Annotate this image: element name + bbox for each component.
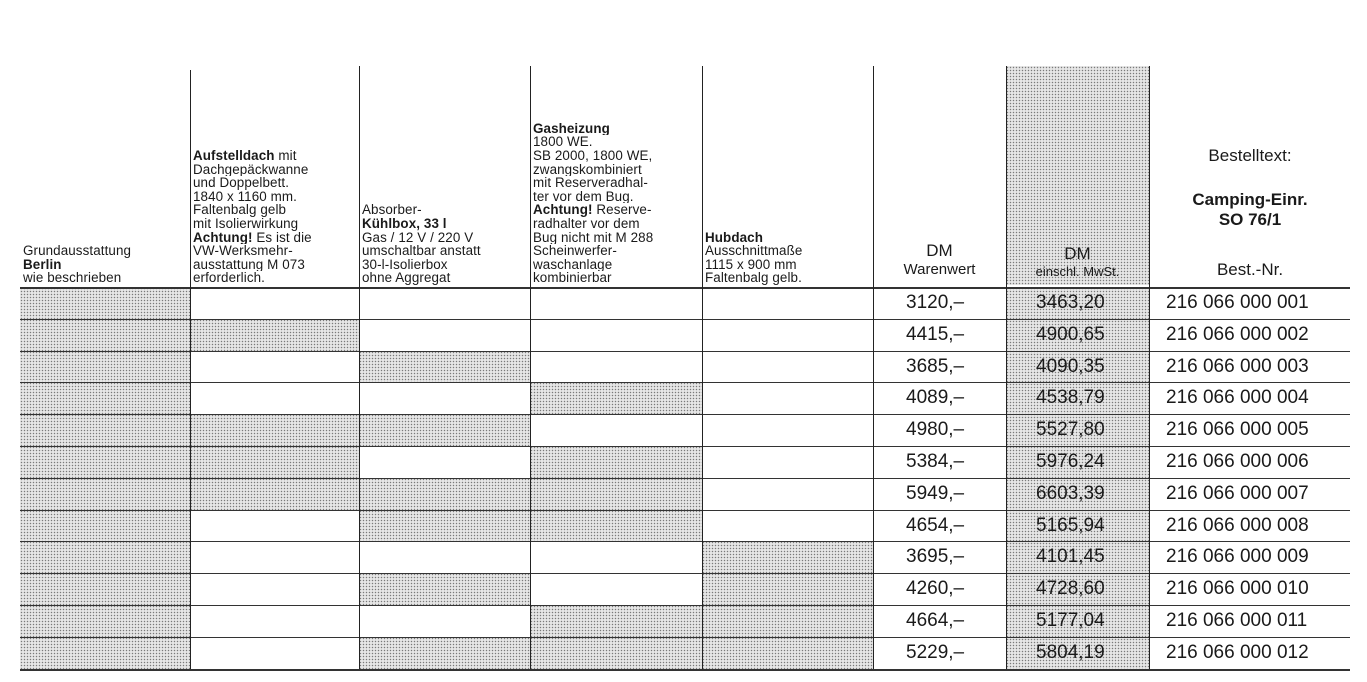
mwst-label: einschl. MwSt. — [1035, 264, 1120, 279]
option-cell-included — [359, 573, 530, 605]
header-text: VW-Werksmehr- — [193, 244, 293, 258]
header-text: erforderlich. — [193, 271, 265, 285]
option-cell-included — [702, 573, 873, 605]
option-cell-included — [530, 446, 702, 478]
mwst-value: 4101,45 — [1036, 546, 1105, 568]
header-line — [23, 258, 187, 272]
row-divider — [20, 446, 1350, 447]
mwst-value: 4090,35 — [1036, 355, 1105, 377]
option-cell-empty — [702, 287, 873, 319]
warenwert-value: 5949,– — [906, 482, 965, 504]
row-divider — [20, 351, 1350, 352]
warenwert-value: 3120,– — [906, 292, 965, 313]
header-line — [193, 176, 356, 190]
header-line — [23, 271, 187, 285]
header-line — [533, 203, 699, 217]
row-divider — [20, 414, 1350, 415]
warenwert-label: Warenwert — [903, 261, 976, 278]
mwst-value: 5165,94 — [1036, 514, 1105, 536]
mwst-value: 5976,24 — [1036, 451, 1105, 472]
option-cell-included — [530, 478, 702, 510]
option-cell-included — [20, 446, 190, 478]
option-cell-empty — [190, 541, 359, 573]
header-text: 1800 WE. — [533, 135, 593, 150]
header-line — [193, 271, 356, 285]
header-line — [533, 135, 699, 149]
row-divider — [20, 287, 1350, 289]
option-cell-included — [530, 510, 702, 542]
header-line — [533, 176, 699, 190]
mwst-value: 5527,80 — [1036, 419, 1105, 441]
mwst-currency: DM — [1064, 244, 1091, 263]
header-line — [705, 258, 870, 272]
option-cell-included — [20, 351, 190, 383]
header-text: Dachgepäckwanne — [193, 162, 309, 177]
header-mwst — [1006, 66, 1149, 285]
warenwert-value: 4980,– — [906, 419, 965, 441]
header-line — [193, 258, 356, 272]
header-text: Bug nicht mit M 288 — [533, 230, 654, 245]
bestnr-value: 216 066 000 008 — [1166, 514, 1309, 536]
column-divider — [190, 70, 191, 669]
header-text: Faltenbalg gelb — [193, 203, 287, 218]
warenwert-currency: DM — [926, 241, 953, 260]
option-cell-included — [20, 287, 190, 319]
option-cell-included — [20, 478, 190, 510]
header-line — [533, 122, 699, 136]
header-kuehlbox — [359, 66, 530, 285]
warenwert-value: 4415,– — [906, 323, 965, 345]
row-divider — [20, 637, 1350, 638]
bestnr-value: 216 066 000 007 — [1166, 482, 1309, 504]
header-text: und Doppelbett. — [193, 176, 290, 190]
header-line — [705, 231, 870, 245]
option-cell-included — [20, 414, 190, 446]
bestnr-value: 216 066 000 009 — [1166, 546, 1309, 568]
bestnr-value: 216 066 000 003 — [1166, 355, 1309, 377]
column-divider — [530, 66, 531, 669]
mwst-value: 5177,04 — [1036, 610, 1105, 631]
option-cell-included — [530, 605, 702, 637]
mwst-value: 4538,79 — [1036, 387, 1105, 409]
header-line — [533, 217, 699, 231]
column-divider — [359, 66, 360, 669]
option-cell-included — [702, 541, 873, 573]
option-cell-empty — [359, 605, 530, 637]
header-line — [533, 190, 699, 204]
option-cell-included — [20, 319, 190, 351]
header-text: kombinierbar — [533, 271, 612, 285]
bestelltext-label: Bestelltext: — [1208, 146, 1292, 165]
header-text: umschaltbar anstatt — [362, 244, 481, 258]
option-cell-empty — [530, 414, 702, 446]
row-divider — [20, 669, 1350, 671]
option-cell-included — [702, 605, 873, 637]
warenwert-value: 5229,– — [906, 641, 965, 663]
header-gasheizung — [530, 66, 702, 285]
header-line — [362, 231, 527, 245]
option-cell-empty — [190, 573, 359, 605]
option-cell-empty — [702, 510, 873, 542]
header-text: Ausschnittmaße — [705, 244, 803, 258]
option-cell-included — [702, 637, 873, 669]
column-divider — [1149, 66, 1150, 669]
warenwert-value: 4089,– — [906, 387, 965, 409]
row-divider — [20, 605, 1350, 606]
mwst-value: 4728,60 — [1036, 578, 1105, 600]
option-cell-empty — [530, 319, 702, 351]
header-text: Absorber- — [362, 203, 422, 218]
header-line — [193, 163, 356, 177]
option-cell-included — [359, 637, 530, 669]
header-line — [362, 203, 527, 217]
bestnr-value: 216 066 000 005 — [1166, 419, 1309, 441]
bestnr-value: 216 066 000 011 — [1166, 610, 1308, 631]
header-line — [533, 258, 699, 272]
header-line — [193, 149, 356, 163]
option-cell-empty — [359, 287, 530, 319]
option-cell-empty — [359, 541, 530, 573]
bestnr-value: 216 066 000 012 — [1166, 641, 1309, 663]
option-cell-empty — [190, 605, 359, 637]
warenwert-value: 3695,– — [906, 546, 965, 568]
header-text: Hubdach — [705, 230, 763, 245]
option-cell-included — [359, 351, 530, 383]
option-cell-empty — [530, 541, 702, 573]
header-text: Berlin — [23, 257, 62, 272]
header-bestelltext — [1150, 66, 1350, 285]
header-text: Gas / 12 V / 220 V — [362, 230, 474, 245]
header-line — [193, 190, 356, 204]
warenwert-value: 4654,– — [906, 514, 965, 536]
header-text: Es ist die — [252, 230, 312, 245]
option-cell-empty — [702, 382, 873, 414]
header-line — [533, 244, 699, 258]
header-hubdach — [702, 66, 873, 285]
option-cell-empty — [359, 319, 530, 351]
header-text: Gasheizung — [533, 121, 610, 136]
option-cell-included — [20, 382, 190, 414]
mwst-value: 5804,19 — [1036, 641, 1105, 663]
header-text: radhalter vor dem — [533, 217, 640, 231]
option-cell-included — [359, 510, 530, 542]
header-grundausstattung — [20, 66, 190, 285]
warenwert-value: 5384,– — [906, 451, 965, 472]
header-text: Achtung! — [533, 203, 593, 218]
bestnr-value: 216 066 000 001 — [1166, 292, 1309, 313]
option-cell-included — [190, 414, 359, 446]
option-cell-included — [359, 414, 530, 446]
option-cell-empty — [530, 351, 702, 383]
header-text: ausstattung M 073 — [193, 257, 305, 272]
mwst-value: 3463,20 — [1036, 292, 1105, 313]
option-cell-empty — [359, 446, 530, 478]
header-line — [193, 217, 356, 231]
option-cell-empty — [530, 287, 702, 319]
header-aufstelldach — [190, 66, 359, 285]
header-text: Grundausstattung — [23, 244, 132, 258]
header-line — [193, 244, 356, 258]
option-cell-empty — [702, 414, 873, 446]
option-cell-empty — [190, 637, 359, 669]
bestnr-value: 216 066 000 002 — [1166, 323, 1309, 345]
option-cell-included — [20, 637, 190, 669]
option-cell-included — [530, 382, 702, 414]
option-cell-included — [20, 573, 190, 605]
header-line — [362, 217, 527, 231]
header-text: 30-l-Isolierbox — [362, 257, 448, 272]
row-divider — [20, 541, 1350, 542]
option-cell-empty — [702, 478, 873, 510]
row-divider — [20, 510, 1350, 511]
option-cell-included — [20, 541, 190, 573]
option-cell-empty — [359, 382, 530, 414]
option-cell-empty — [530, 573, 702, 605]
option-cell-included — [359, 478, 530, 510]
option-cell-empty — [190, 287, 359, 319]
option-cell-included — [530, 637, 702, 669]
row-divider — [20, 382, 1350, 383]
header-text: wie beschrieben — [23, 271, 122, 285]
header-text: mit — [274, 149, 297, 163]
option-cell-empty — [702, 351, 873, 383]
header-text: SB 2000, 1800 WE, — [533, 149, 653, 163]
warenwert-value: 3685,– — [906, 355, 965, 377]
option-cell-empty — [190, 382, 359, 414]
bestnr-label: Best.-Nr. — [1216, 260, 1284, 279]
option-cell-empty — [190, 510, 359, 542]
header-text: Scheinwerfer- — [533, 244, 617, 258]
bestelltext-title-line1: Camping-Einr. — [1192, 190, 1308, 209]
header-line — [533, 149, 699, 163]
column-divider — [702, 66, 703, 669]
mwst-value: 6603,39 — [1036, 482, 1105, 504]
header-text: ter vor dem Bug. — [533, 189, 634, 204]
row-divider — [20, 478, 1350, 479]
header-text: Reserve- — [592, 203, 652, 218]
header-text: Kühlbox, 33 l — [362, 217, 447, 231]
header-warenwert — [873, 66, 1006, 285]
header-text: mit Isolierwirkung — [193, 217, 299, 231]
header-line — [533, 271, 699, 285]
mwst-value: 4900,65 — [1036, 323, 1105, 345]
header-text: Faltenbalg gelb. — [705, 271, 802, 285]
option-cell-included — [190, 319, 359, 351]
header-text: waschanlage — [533, 257, 613, 272]
option-cell-included — [20, 510, 190, 542]
bestnr-value: 216 066 000 004 — [1166, 387, 1309, 409]
bestelltext-title — [1150, 190, 1350, 230]
option-cell-included — [190, 446, 359, 478]
header-text: Achtung! — [193, 230, 253, 245]
row-divider — [20, 319, 1350, 320]
bestelltext-title-line2: SO 76/1 — [1218, 210, 1282, 229]
header-text: 1115 x 900 mm — [705, 257, 797, 272]
option-cell-included — [20, 605, 190, 637]
header-line — [705, 244, 870, 258]
header-line — [23, 244, 187, 258]
column-divider — [873, 66, 874, 669]
option-cell-empty — [702, 319, 873, 351]
header-text: zwangskombiniert — [533, 162, 642, 177]
bestnr-value: 216 066 000 006 — [1166, 451, 1309, 472]
warenwert-value: 4260,– — [906, 578, 965, 600]
header-text: 1840 x 1160 mm. — [193, 189, 297, 204]
header-text: Aufstelldach — [193, 149, 275, 163]
header-line — [362, 244, 527, 258]
row-divider — [20, 573, 1350, 574]
header-line — [362, 271, 527, 285]
warenwert-value: 4664,– — [906, 610, 965, 631]
option-cell-empty — [190, 351, 359, 383]
header-line — [193, 203, 356, 217]
column-divider — [1006, 66, 1007, 669]
header-line — [533, 231, 699, 245]
header-text: ohne Aggregat — [362, 271, 451, 285]
header-line — [193, 231, 356, 245]
bestnr-value: 216 066 000 010 — [1166, 578, 1309, 600]
header-line — [705, 271, 870, 285]
header-line — [362, 258, 527, 272]
header-text: mit Reserveradhal- — [533, 176, 648, 190]
option-cell-empty — [702, 446, 873, 478]
header-line — [533, 163, 699, 177]
option-cell-included — [190, 478, 359, 510]
